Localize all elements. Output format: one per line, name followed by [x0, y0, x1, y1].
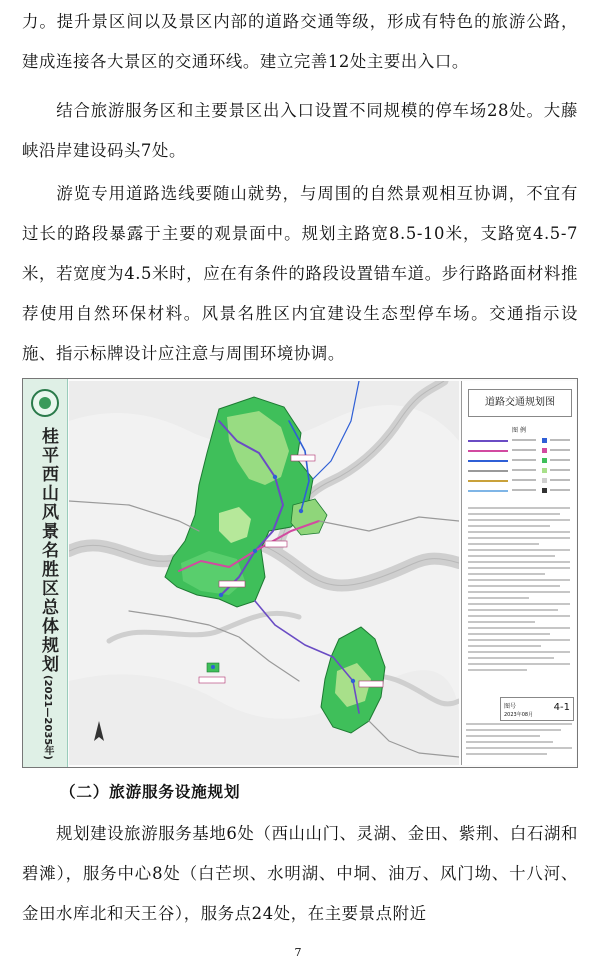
legend-row	[468, 487, 572, 495]
paragraph-road-design-text: 游览专用道路选线要随山就势，与周围的自然景观相互协调，不宜有过长的路段暴露于主要的观景面中。规划主路宽8.5-10米，支路宽4.5-7米，若宽度为4.5米时，应在有条件的路段设置错车道。步行路路面材料推荐使用自然环保材料。风景名胜区内宜建设生态型停车场。交通指示设施、指示标牌设计应注意与周围环境协调。	[22, 184, 578, 363]
legend-heading: 图 例	[512, 427, 526, 434]
paragraph-tourism-services	[22, 814, 578, 934]
legend-row	[468, 447, 572, 455]
legend-row	[468, 457, 572, 465]
paragraph-parking-text: 结合旅游服务区和主要景区出入口设置不同规模的停车场28处。大藤峡沿岸建设码头7处。	[22, 101, 578, 160]
plan-title-bar	[23, 379, 68, 767]
legend-row	[468, 467, 572, 475]
drawing-number-box	[500, 697, 574, 721]
road-plan-map	[69, 381, 459, 765]
road-traffic-plan-figure	[22, 378, 578, 768]
page-number: 7	[294, 946, 302, 959]
map-title: 道路交通规划图	[468, 389, 572, 417]
drawing-date: 2023年08月	[504, 712, 534, 718]
paragraph-tourism-services-text: 规划建设旅游服务基地6处（西山山门、灵湖、金田、紫荆、白石湖和碧滩），服务中心8处（白芒坝、水明湖、中垌、油万、风门坳、十八河、金田水库北和天王谷），服务点24处，在主要景点附近	[22, 824, 578, 923]
map-legend-panel	[461, 381, 576, 765]
drawing-credits	[466, 723, 572, 759]
drawing-number-label: 图号	[504, 703, 517, 710]
paragraph-transport-1: 力。提升景区间以及景区内部的道路交通等级，形成有特色的旅游公路，建成连接各大景区的交通环线。建立完善12处主要出入口。	[22, 12, 578, 71]
legend-row	[468, 437, 572, 445]
plan-title: 桂平西山风景名胜区总体规划	[38, 427, 58, 674]
paragraph-parking	[22, 91, 578, 171]
section-heading: （二）旅游服务设施规划	[60, 783, 241, 801]
paragraph-road-design	[22, 174, 578, 374]
plan-years: (2021—2035年)	[42, 675, 53, 760]
legend-row	[468, 477, 572, 485]
legend-items	[468, 437, 572, 497]
drawing-number: 4-1	[553, 702, 570, 713]
legend-notes	[468, 507, 570, 675]
emblem-seal-icon	[31, 389, 59, 417]
